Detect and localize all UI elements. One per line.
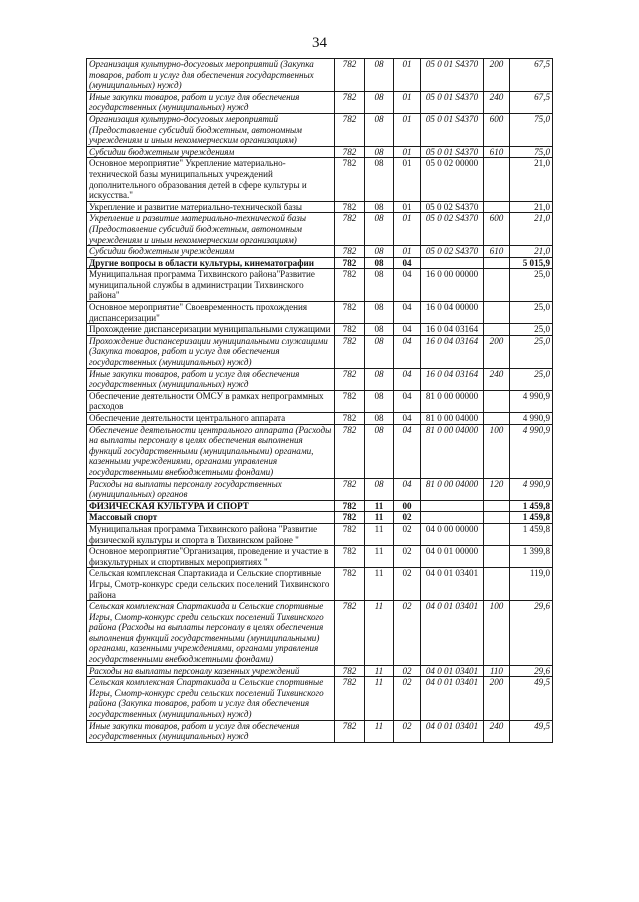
target-article-cell: 04 0 01 03401 <box>421 677 484 720</box>
section-code-cell: 11 <box>365 568 394 601</box>
department-code-cell: 782 <box>335 500 365 512</box>
amount-cell: 21,0 <box>510 201 553 213</box>
section-code-cell: 08 <box>365 201 394 213</box>
target-article-cell <box>421 257 484 269</box>
expense-name-cell: Прохождение диспансеризации муниципальными служащими <box>87 324 335 336</box>
amount-cell: 25,0 <box>510 335 553 368</box>
table-row <box>87 665 553 677</box>
table-row <box>87 201 553 213</box>
amount-cell: 119,0 <box>510 568 553 601</box>
expense-type-cell <box>484 512 510 524</box>
expense-type-cell <box>484 546 510 568</box>
expense-name-cell: ФИЗИЧЕСКАЯ КУЛЬТУРА И СПОРТ <box>87 500 335 512</box>
expense-type-cell <box>484 500 510 512</box>
department-code-cell: 782 <box>335 59 365 92</box>
section-code-cell: 08 <box>365 113 394 146</box>
section-code-cell: 08 <box>365 246 394 258</box>
department-code-cell: 782 <box>335 601 365 666</box>
expense-type-cell <box>484 523 510 545</box>
table-row <box>87 368 553 390</box>
expense-type-cell: 240 <box>484 720 510 742</box>
department-code-cell: 782 <box>335 512 365 524</box>
expense-name-cell: Субсидии бюджетным учреждениям <box>87 146 335 158</box>
target-article-cell <box>421 512 484 524</box>
section-code-cell: 08 <box>365 478 394 500</box>
expense-name-cell: Другие вопросы в области культуры, кинематографии <box>87 257 335 269</box>
amount-cell: 21,0 <box>510 246 553 258</box>
expense-name-cell: Прохождение диспансеризации муниципальными служащими (Закупка товаров, работ и услуг для обеспечения государственных (муниципальных) нужд) <box>87 335 335 368</box>
target-article-cell: 16 0 04 00000 <box>421 302 484 324</box>
subsection-code-cell: 02 <box>394 601 421 666</box>
subsection-code-cell: 01 <box>394 59 421 92</box>
table-row <box>87 413 553 425</box>
subsection-code-cell: 01 <box>394 213 421 246</box>
section-code-cell: 11 <box>365 523 394 545</box>
department-code-cell: 782 <box>335 91 365 113</box>
expense-name-cell: Иные закупки товаров, работ и услуг для обеспечения государственных (муниципальных) нужд <box>87 720 335 742</box>
expense-name-cell: Обеспечение деятельности ОМСУ в рамках непрограммных расходов <box>87 390 335 412</box>
department-code-cell: 782 <box>335 246 365 258</box>
target-article-cell: 16 0 00 00000 <box>421 269 484 302</box>
subsection-code-cell: 04 <box>394 269 421 302</box>
expense-type-cell: 200 <box>484 677 510 720</box>
subsection-code-cell: 02 <box>394 568 421 601</box>
subsection-code-cell: 04 <box>394 335 421 368</box>
expense-type-cell <box>484 158 510 201</box>
table-row <box>87 91 553 113</box>
target-article-cell: 16 0 04 03164 <box>421 335 484 368</box>
target-article-cell: 05 0 01 S4370 <box>421 146 484 158</box>
amount-cell: 1 459,8 <box>510 512 553 524</box>
department-code-cell: 782 <box>335 158 365 201</box>
target-article-cell: 05 0 01 S4370 <box>421 59 484 92</box>
table-row <box>87 523 553 545</box>
amount-cell: 25,0 <box>510 269 553 302</box>
table-row <box>87 158 553 201</box>
subsection-code-cell: 04 <box>394 302 421 324</box>
department-code-cell: 782 <box>335 546 365 568</box>
department-code-cell: 782 <box>335 413 365 425</box>
table-row <box>87 424 553 478</box>
amount-cell: 21,0 <box>510 158 553 201</box>
expense-type-cell: 100 <box>484 424 510 478</box>
amount-cell: 29,6 <box>510 601 553 666</box>
table-row <box>87 601 553 666</box>
subsection-code-cell: 04 <box>394 324 421 336</box>
amount-cell: 75,0 <box>510 113 553 146</box>
section-code-cell: 08 <box>365 335 394 368</box>
target-article-cell: 04 0 01 00000 <box>421 546 484 568</box>
amount-cell: 49,5 <box>510 677 553 720</box>
budget-table <box>86 58 553 743</box>
subsection-code-cell: 02 <box>394 720 421 742</box>
expense-name-cell: Иные закупки товаров, работ и услуг для обеспечения государственных (муниципальных) нужд <box>87 91 335 113</box>
department-code-cell: 782 <box>335 302 365 324</box>
expense-type-cell: 600 <box>484 213 510 246</box>
expense-name-cell: Массовый спорт <box>87 512 335 524</box>
expense-type-cell: 610 <box>484 146 510 158</box>
page-number: 34 <box>312 35 327 51</box>
section-code-cell: 11 <box>365 601 394 666</box>
section-code-cell: 08 <box>365 213 394 246</box>
subsection-code-cell: 01 <box>394 158 421 201</box>
amount-cell: 1 399,8 <box>510 546 553 568</box>
section-code-cell: 11 <box>365 546 394 568</box>
expense-name-cell: Обеспечение деятельности центрального аппарата <box>87 413 335 425</box>
target-article-cell: 04 0 01 03401 <box>421 601 484 666</box>
expense-name-cell: Организация культурно-досуговых мероприятий (Предоставление субсидий бюджетным, автономным учреждениям и иным некоммерческим организациям) <box>87 113 335 146</box>
table-row <box>87 500 553 512</box>
target-article-cell <box>421 500 484 512</box>
table-row <box>87 568 553 601</box>
target-article-cell: 04 0 00 00000 <box>421 523 484 545</box>
section-code-cell: 08 <box>365 158 394 201</box>
table-row <box>87 478 553 500</box>
section-code-cell: 08 <box>365 302 394 324</box>
department-code-cell: 782 <box>335 201 365 213</box>
table-row <box>87 677 553 720</box>
section-code-cell: 08 <box>365 390 394 412</box>
amount-cell: 29,6 <box>510 665 553 677</box>
expense-name-cell: Расходы на выплаты персоналу казенных учреждений <box>87 665 335 677</box>
amount-cell: 67,5 <box>510 91 553 113</box>
department-code-cell: 782 <box>335 677 365 720</box>
subsection-code-cell: 00 <box>394 500 421 512</box>
target-article-cell: 16 0 04 03164 <box>421 368 484 390</box>
subsection-code-cell: 04 <box>394 368 421 390</box>
target-article-cell: 05 0 02 00000 <box>421 158 484 201</box>
expense-name-cell: Основное мероприятие" Своевременность прохождения диспансеризации" <box>87 302 335 324</box>
section-code-cell: 08 <box>365 368 394 390</box>
amount-cell: 5 015,9 <box>510 257 553 269</box>
expense-type-cell <box>484 568 510 601</box>
expense-type-cell: 200 <box>484 335 510 368</box>
subsection-code-cell: 04 <box>394 424 421 478</box>
expense-type-cell <box>484 413 510 425</box>
table-row <box>87 213 553 246</box>
section-code-cell: 11 <box>365 500 394 512</box>
expense-type-cell <box>484 324 510 336</box>
expense-name-cell: Укрепление и развитие материально-технической базы <box>87 201 335 213</box>
table-row <box>87 146 553 158</box>
section-code-cell: 08 <box>365 59 394 92</box>
expense-type-cell <box>484 201 510 213</box>
subsection-code-cell: 02 <box>394 512 421 524</box>
department-code-cell: 782 <box>335 478 365 500</box>
target-article-cell: 81 0 00 00000 <box>421 390 484 412</box>
amount-cell: 4 990,9 <box>510 424 553 478</box>
expense-type-cell <box>484 257 510 269</box>
section-code-cell: 11 <box>365 677 394 720</box>
table-row <box>87 546 553 568</box>
expense-name-cell: Сельская комплексная Спартакиада и Сельские спортивные Игры, Смотр-конкурс среди сельских поселений Тихвинского района <box>87 568 335 601</box>
expense-type-cell <box>484 269 510 302</box>
department-code-cell: 782 <box>335 269 365 302</box>
department-code-cell: 782 <box>335 213 365 246</box>
department-code-cell: 782 <box>335 720 365 742</box>
department-code-cell: 782 <box>335 424 365 478</box>
expense-name-cell: Муниципальная программа Тихвинского района "Развитие физической культуры и спорта в Тихвинском районе " <box>87 523 335 545</box>
department-code-cell: 782 <box>335 257 365 269</box>
amount-cell: 49,5 <box>510 720 553 742</box>
expense-name-cell: Субсидии бюджетным учреждениям <box>87 246 335 258</box>
subsection-code-cell: 02 <box>394 546 421 568</box>
expense-name-cell: Сельская комплексная Спартакиада и Сельские спортивные Игры, Смотр-конкурс среди сельских поселений Тихвинского района (Расходы на выплаты персоналу в целях обеспечения выполнения функций государственными (муниципальными) органами, казенными учреждениями, органами управления государственными внебюджетными фондами) <box>87 601 335 666</box>
table-row <box>87 302 553 324</box>
subsection-code-cell: 02 <box>394 665 421 677</box>
subsection-code-cell: 01 <box>394 201 421 213</box>
expense-name-cell: Основное мероприятие"Организация, проведение и участие в физкультурных и спортивных мероприятиях " <box>87 546 335 568</box>
expense-type-cell <box>484 302 510 324</box>
department-code-cell: 782 <box>335 368 365 390</box>
expense-name-cell: Организация культурно-досуговых мероприятий (Закупка товаров, работ и услуг для обеспечения государственных (муниципальных) нужд) <box>87 59 335 92</box>
department-code-cell: 782 <box>335 665 365 677</box>
department-code-cell: 782 <box>335 568 365 601</box>
expense-name-cell: Обеспечение деятельности центрального аппарата (Расходы на выплаты персоналу в целях обеспечения выполнения функций государственными (муниципальными) органами, казенными учреждениями, органами управления государственными внебюджетными фондами) <box>87 424 335 478</box>
target-article-cell: 05 0 02 S4370 <box>421 246 484 258</box>
table-row <box>87 720 553 742</box>
expense-name-cell: Сельская комплексная Спартакиада и Сельские спортивные Игры, Смотр-конкурс среди сельских поселений Тихвинского района (Закупка товаров, работ и услуг для обеспечения государственных (муниципальных) нужд) <box>87 677 335 720</box>
target-article-cell: 05 0 02 S4370 <box>421 201 484 213</box>
table-row <box>87 113 553 146</box>
expense-type-cell <box>484 390 510 412</box>
section-code-cell: 08 <box>365 269 394 302</box>
target-article-cell: 81 0 00 04000 <box>421 478 484 500</box>
subsection-code-cell: 02 <box>394 523 421 545</box>
section-code-cell: 08 <box>365 257 394 269</box>
table-row <box>87 269 553 302</box>
table-row <box>87 59 553 92</box>
subsection-code-cell: 01 <box>394 246 421 258</box>
expense-name-cell: Муниципальная программа Тихвинского района"Развитие муниципальной службы в администрации Тихвинского района" <box>87 269 335 302</box>
target-article-cell: 16 0 04 03164 <box>421 324 484 336</box>
amount-cell: 25,0 <box>510 368 553 390</box>
table-row <box>87 257 553 269</box>
amount-cell: 1 459,8 <box>510 523 553 545</box>
target-article-cell: 04 0 01 03401 <box>421 568 484 601</box>
amount-cell: 4 990,9 <box>510 413 553 425</box>
section-code-cell: 08 <box>365 91 394 113</box>
table-row <box>87 390 553 412</box>
target-article-cell: 05 0 01 S4370 <box>421 113 484 146</box>
subsection-code-cell: 02 <box>394 677 421 720</box>
budget-rows <box>87 59 553 743</box>
expense-name-cell: Иные закупки товаров, работ и услуг для обеспечения государственных (муниципальных) нужд <box>87 368 335 390</box>
subsection-code-cell: 04 <box>394 413 421 425</box>
department-code-cell: 782 <box>335 335 365 368</box>
expense-type-cell: 600 <box>484 113 510 146</box>
expense-type-cell: 610 <box>484 246 510 258</box>
section-code-cell: 08 <box>365 146 394 158</box>
expense-name-cell: Расходы на выплаты персоналу государственных (муниципальных) органов <box>87 478 335 500</box>
section-code-cell: 11 <box>365 720 394 742</box>
table-row <box>87 335 553 368</box>
target-article-cell: 81 0 00 04000 <box>421 413 484 425</box>
table-row <box>87 512 553 524</box>
amount-cell: 75,0 <box>510 146 553 158</box>
target-article-cell: 05 0 02 S4370 <box>421 213 484 246</box>
amount-cell: 4 990,9 <box>510 478 553 500</box>
target-article-cell: 04 0 01 03401 <box>421 720 484 742</box>
amount-cell: 67,5 <box>510 59 553 92</box>
amount-cell: 25,0 <box>510 324 553 336</box>
expense-name-cell: Основное мероприятие" Укрепление материально-технической базы муниципальных учреждений дополнительного образования детей в сфере культуры и искусства." <box>87 158 335 201</box>
expense-type-cell: 120 <box>484 478 510 500</box>
table-row <box>87 324 553 336</box>
section-code-cell: 08 <box>365 413 394 425</box>
amount-cell: 25,0 <box>510 302 553 324</box>
department-code-cell: 782 <box>335 113 365 146</box>
amount-cell: 21,0 <box>510 213 553 246</box>
section-code-cell: 11 <box>365 512 394 524</box>
table-row <box>87 246 553 258</box>
section-code-cell: 11 <box>365 665 394 677</box>
department-code-cell: 782 <box>335 523 365 545</box>
amount-cell: 4 990,9 <box>510 390 553 412</box>
expense-type-cell: 240 <box>484 368 510 390</box>
department-code-cell: 782 <box>335 390 365 412</box>
target-article-cell: 04 0 01 03401 <box>421 665 484 677</box>
subsection-code-cell: 01 <box>394 113 421 146</box>
subsection-code-cell: 04 <box>394 257 421 269</box>
subsection-code-cell: 04 <box>394 390 421 412</box>
subsection-code-cell: 01 <box>394 91 421 113</box>
expense-name-cell: Укрепление и развитие материально-технической базы (Предоставление субсидий бюджетным, автономным учреждениям и иным некоммерческим организациям) <box>87 213 335 246</box>
target-article-cell: 05 0 01 S4370 <box>421 91 484 113</box>
section-code-cell: 08 <box>365 424 394 478</box>
expense-type-cell: 110 <box>484 665 510 677</box>
subsection-code-cell: 04 <box>394 478 421 500</box>
expense-type-cell: 200 <box>484 59 510 92</box>
subsection-code-cell: 01 <box>394 146 421 158</box>
expense-type-cell: 100 <box>484 601 510 666</box>
expense-type-cell: 240 <box>484 91 510 113</box>
section-code-cell: 08 <box>365 324 394 336</box>
amount-cell: 1 459,8 <box>510 500 553 512</box>
target-article-cell: 81 0 00 04000 <box>421 424 484 478</box>
department-code-cell: 782 <box>335 146 365 158</box>
department-code-cell: 782 <box>335 324 365 336</box>
